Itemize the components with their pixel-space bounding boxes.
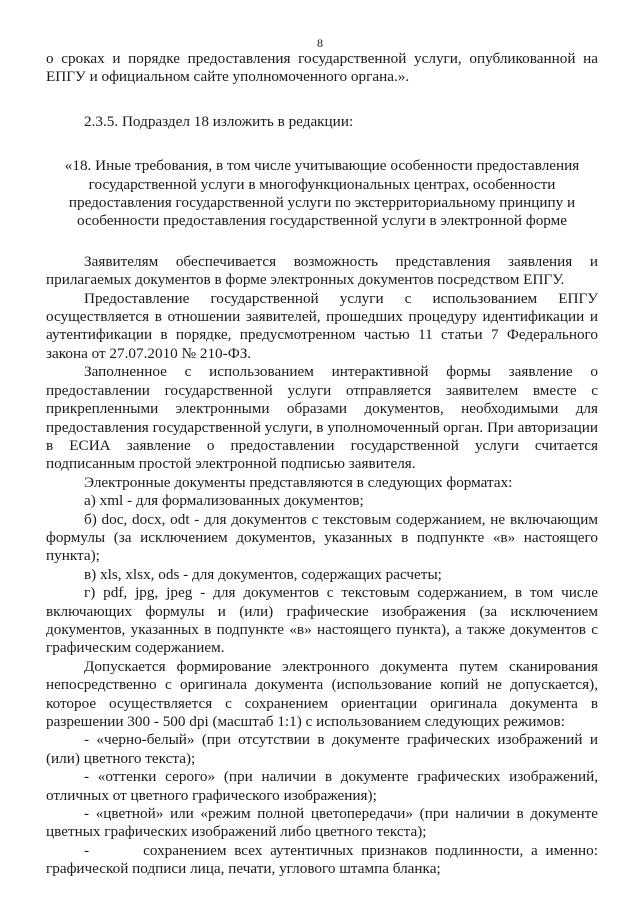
paragraph-1: Заявителям обеспечивается возможность представления заявления и прилагаемых документов в форме электронных документов посредством ЕПГУ. xyxy=(46,252,598,289)
list-item-format-b: б) doc, docx, odt - для документов с текстовым содержанием, не включающим формулы (за исключением документов, указанных в подпункте «в» настоящего пункта); xyxy=(46,510,598,565)
list-item-format-d: г) pdf, jpg, jpeg - для документов с текстовым содержанием, в том числе включающих формулы и (или) графические изображения (за исключением документов, указанных в подпункте «в» настоящего пункта), а также документов с графическим содержанием. xyxy=(46,584,598,657)
paragraph-formats-intro: Электронные документы представляются в следующих форматах: xyxy=(84,473,513,491)
list-item-authenticity: - сохранением всех аутентичных признаков подлинности, а именно: графической подписи лица, печати, углового штампа бланка; xyxy=(46,841,602,878)
paragraph-intro-continuation: о сроках и порядке предоставления государственной услуги, опубликованной на ЕПГУ и официальном сайте уполномоченного органа.». xyxy=(46,50,598,86)
paragraph-subsection: 2.3.5. Подраздел 18 изложить в редакции: xyxy=(84,112,354,130)
document-body xyxy=(46,50,602,879)
list-item-mode-grey: - «оттенки серого» (при наличии в документе графических изображений, отличных от цветного графического изображения); xyxy=(46,768,598,804)
list-item-format-c: в) xls, xlsx, ods - для документов, содержащих расчеты; xyxy=(84,565,442,583)
paragraph-2: Предоставление государственной услуги с использованием ЕПГУ осуществляется в отношении заявителей, прошедших процедуру идентификации и аутентификации в порядке, предусмотренном частью 11 статьи 7 Федерального закона от 27.07.2010 № 210-ФЗ. xyxy=(46,289,598,362)
section-heading: «18. Иные требования, в том числе учитывающие особенности предоставления государственной услуги в многофункциональных центрах, особенности предоставления государственной услуги по экстерриториальному принципу и особенности предоставления государственной услуги в электронной форме xyxy=(64,157,580,230)
paragraph-scanning: Допускается формирование электронного документа путем сканирования непосредственно с оригинала документа (использование копий не допускается), которое осуществляется с сохранением ориентации оригинала документа в разрешении 300 - 500 dpi (масштаб 1:1) с использованием следующих режимов: xyxy=(46,657,598,730)
page-number: 8 xyxy=(317,36,323,50)
list-item-mode-color: - «цветной» или «режим полной цветопередачи» (при наличии в документе цветных графических изображений либо цветного текста); xyxy=(46,805,598,841)
list-item-format-a: а) xml - для формализованных документов; xyxy=(84,492,364,510)
paragraph-3: Заполненное с использованием интерактивной формы заявление о предоставлении государственной услуги отправляется заявителем вместе с прикрепленными электронными образами документов, необходимыми для предоставления государственной услуги, в уполномоченный орган. При авторизации в ЕСИА заявление о предоставлении государственной услуги считается подписанным простой электронной подписью заявителя. xyxy=(46,363,598,473)
list-item-mode-bw: - «черно-белый» (при отсутствии в документе графических изображений и (или) цветного текста); xyxy=(46,731,598,767)
